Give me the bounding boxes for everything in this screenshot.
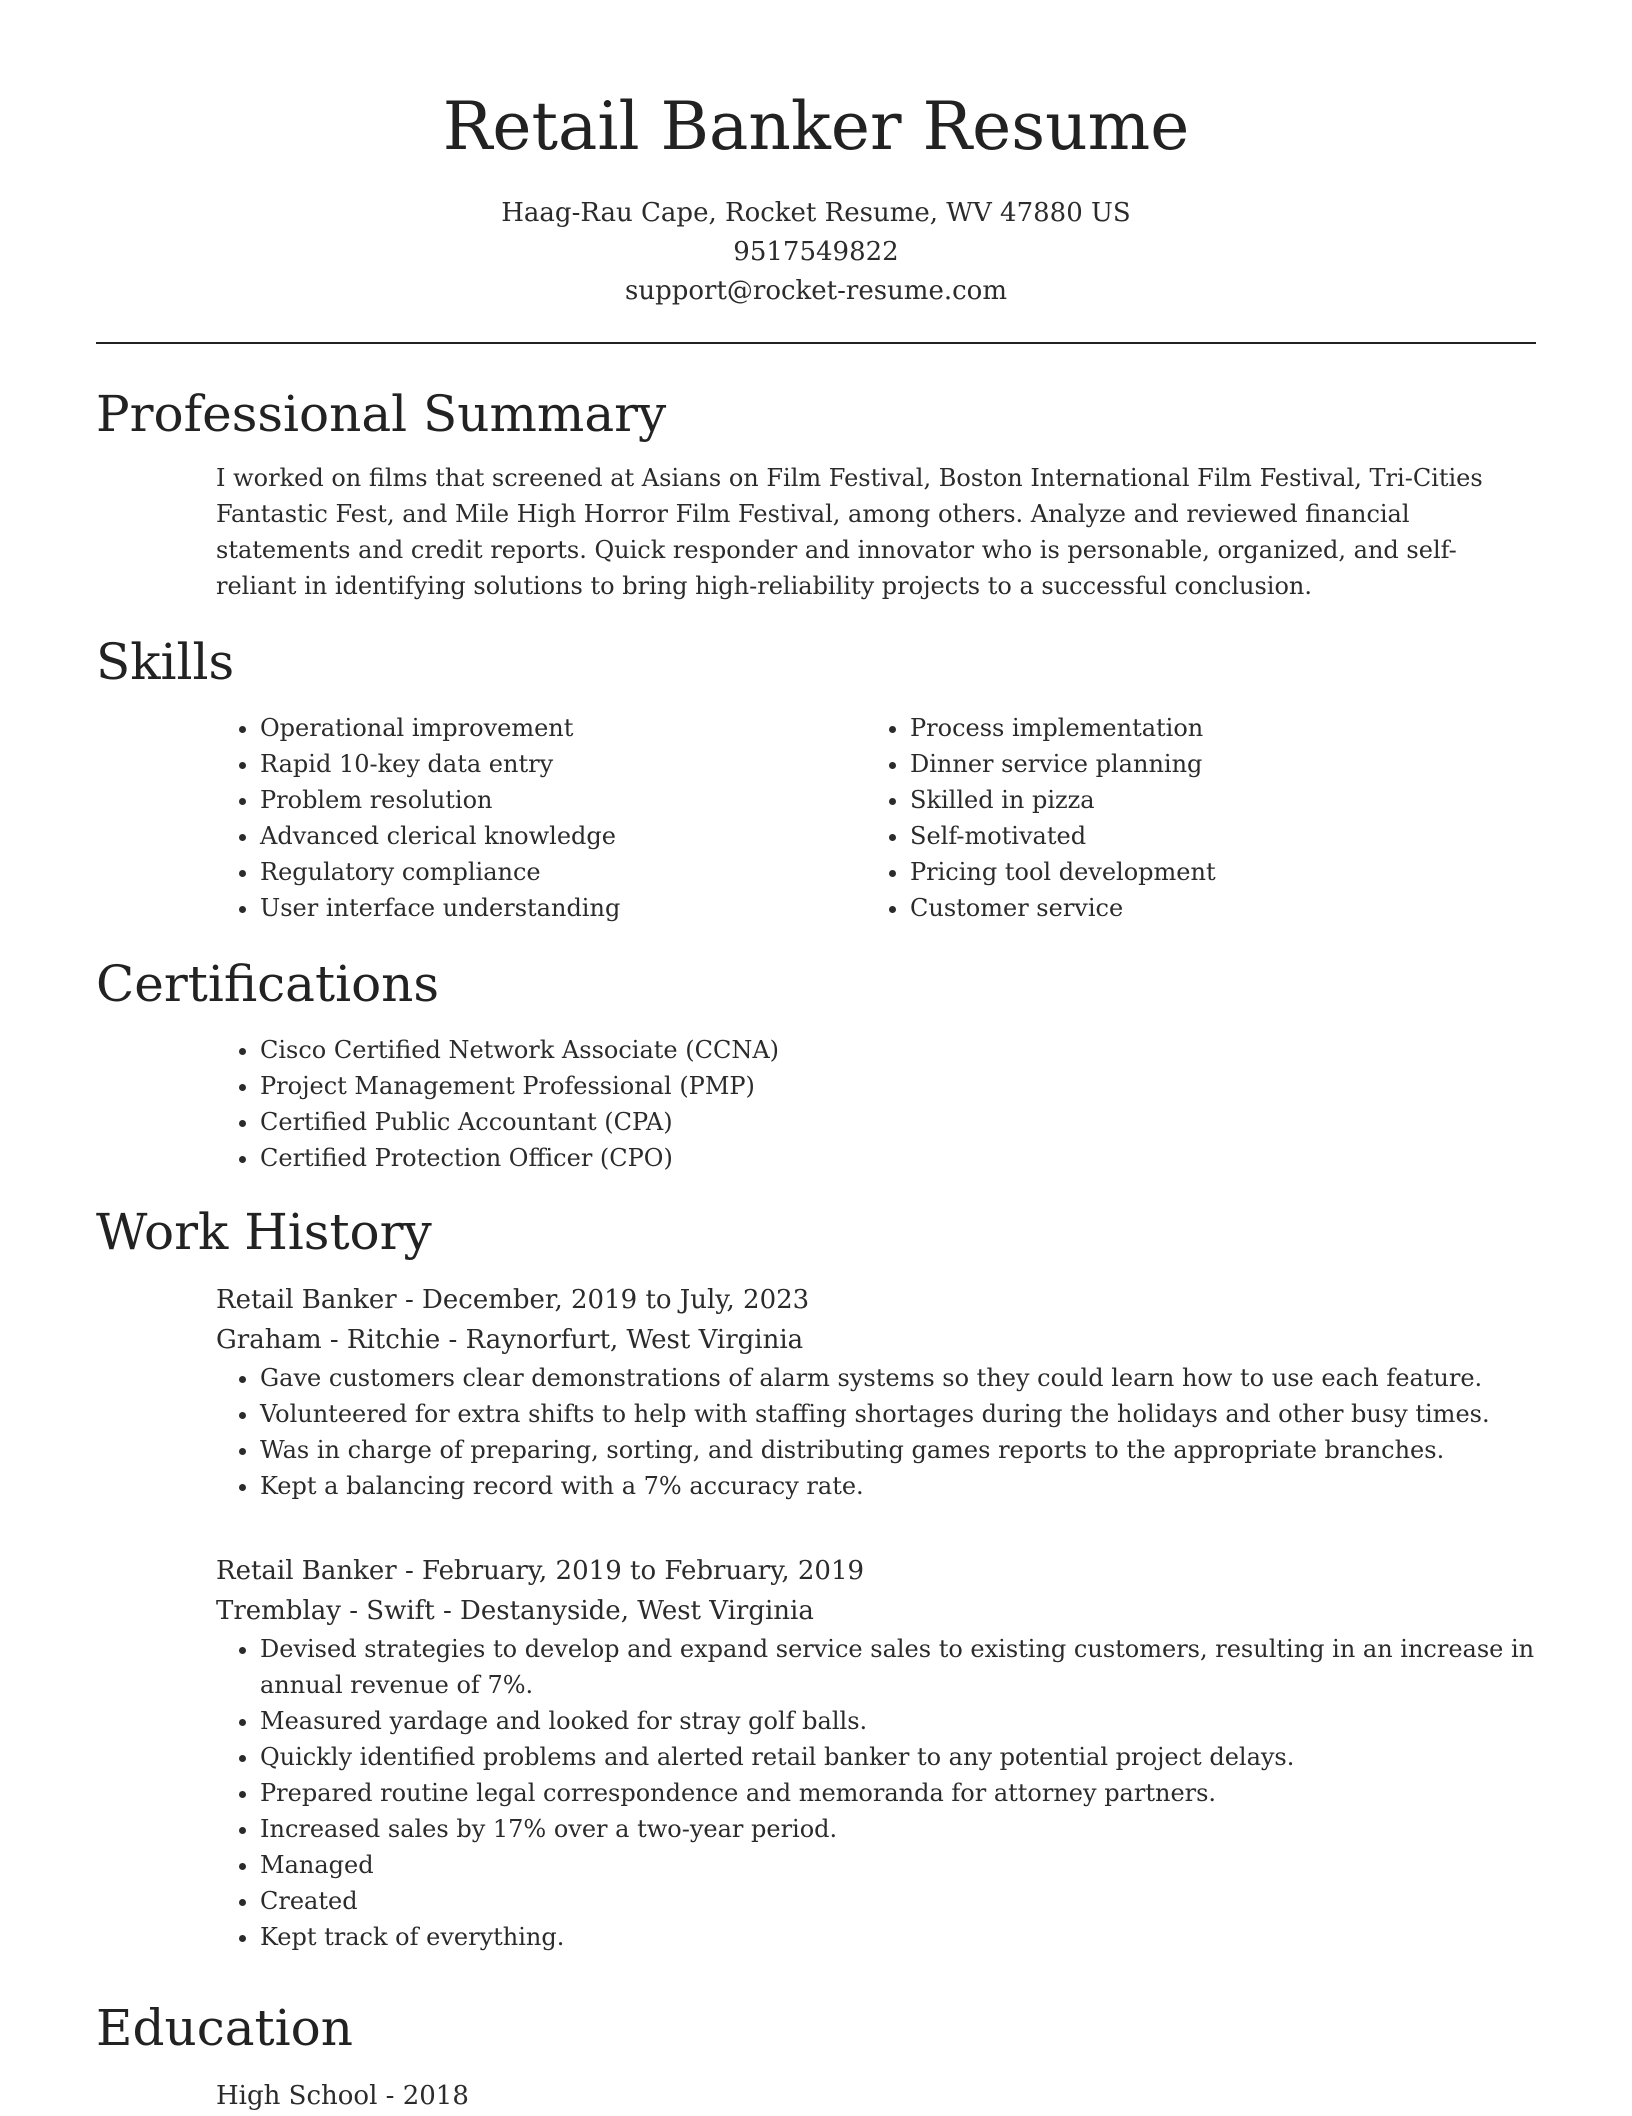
certification-item: • Certified Public Accountant (CPA) [260, 1104, 779, 1140]
education-heading: Education [96, 1999, 353, 2057]
job-duties-list [216, 1360, 1536, 1504]
job-duty-item: • Increased sales by 17% over a two-year period. [260, 1811, 1536, 1847]
certifications-heading: Certifications [96, 955, 440, 1013]
phone-text: 9517549822 [733, 237, 899, 267]
job-duty-item: • Prepared routine legal correspondence and memoranda for attorney partners. [260, 1775, 1536, 1811]
job-employer-location: Tremblay - Swift - Destanyside, West Virginia [216, 1596, 814, 1626]
certification-item: • Cisco Certified Network Associate (CCNA) [260, 1032, 779, 1068]
skill-item: • User interface understanding [260, 890, 620, 926]
header-divider [96, 342, 1536, 344]
skills-column-left [216, 710, 620, 926]
skill-item: • Operational improvement [260, 710, 620, 746]
certifications-list [216, 1032, 779, 1176]
job-duty-item: • Was in charge of preparing, sorting, and distributing games reports to the appropriate branches. [260, 1432, 1536, 1468]
skills-heading: Skills [96, 633, 235, 691]
skill-item: • Process implementation [910, 710, 1216, 746]
skills-column-right [866, 710, 1216, 926]
resume-title: Retail Banker Resume [442, 88, 1190, 165]
job-duty-item: • Kept track of everything. [260, 1919, 1536, 1955]
job-title-dates: Retail Banker - February, 2019 to February, 2019 [216, 1556, 865, 1586]
certifications-block [216, 1032, 779, 1176]
summary-heading: Professional Summary [96, 385, 667, 443]
address-text: Haag-Rau Cape, Rocket Resume, WV 47880 US [501, 198, 1131, 228]
summary-text: I worked on films that screened at Asians on Film Festival, Boston International Film Festival, Tri-Cities Fantastic Fest, and Mile High Horror Film Festival, among others. Analyze and reviewed financial statements and credit reports. Quick responder and innovator who is personable, organized, and self-reliant in identifying solutions to bring high-reliability projects to a successful conclusion. [216, 464, 1483, 600]
skill-item: • Self-motivated [910, 818, 1216, 854]
job-duty-item: • Quickly identified problems and alerted retail banker to any potential project delays. [260, 1739, 1536, 1775]
certification-item: • Project Management Professional (PMP) [260, 1068, 779, 1104]
job-duty-item: • Measured yardage and looked for stray golf balls. [260, 1703, 1536, 1739]
skill-item: • Dinner service planning [910, 746, 1216, 782]
job-entry [216, 1280, 1536, 1504]
job-duty-item: • Managed [260, 1847, 1536, 1883]
job-duty-item: • Volunteered for extra shifts to help with staffing shortages during the holidays and other busy times. [260, 1396, 1536, 1432]
certification-item: • Certified Protection Officer (CPO) [260, 1140, 779, 1176]
skill-item: • Rapid 10-key data entry [260, 746, 620, 782]
skill-item: • Customer service [910, 890, 1216, 926]
skills-list-right [866, 710, 1216, 926]
resume-header [0, 0, 1632, 311]
work-history-heading: Work History [96, 1203, 432, 1261]
job-duties-list [216, 1631, 1536, 1955]
job-duty-item: • Kept a balancing record with a 7% accuracy rate. [260, 1468, 1536, 1504]
email-text: support@rocket-resume.com [624, 276, 1007, 306]
skill-item: • Problem resolution [260, 782, 620, 818]
skill-item: • Advanced clerical knowledge [260, 818, 620, 854]
job-entry [216, 1551, 1536, 1955]
job-employer-location: Graham - Ritchie - Raynorfurt, West Virginia [216, 1325, 804, 1355]
job-duty-item: • Devised strategies to develop and expand service sales to existing customers, resulting in an increase in annual revenue of 7%. [260, 1631, 1536, 1703]
job-duty-item: • Gave customers clear demonstrations of alarm systems so they could learn how to use each feature. [260, 1360, 1536, 1396]
education-entry: High School - 2018 [216, 2081, 469, 2111]
job-title-dates: Retail Banker - December, 2019 to July, 2023 [216, 1285, 810, 1315]
skill-item: • Pricing tool development [910, 854, 1216, 890]
skills-list-left [216, 710, 620, 926]
skill-item: • Skilled in pizza [910, 782, 1216, 818]
job-duty-item: • Created [260, 1883, 1536, 1919]
skill-item: • Regulatory compliance [260, 854, 620, 890]
contact-block [0, 194, 1632, 311]
